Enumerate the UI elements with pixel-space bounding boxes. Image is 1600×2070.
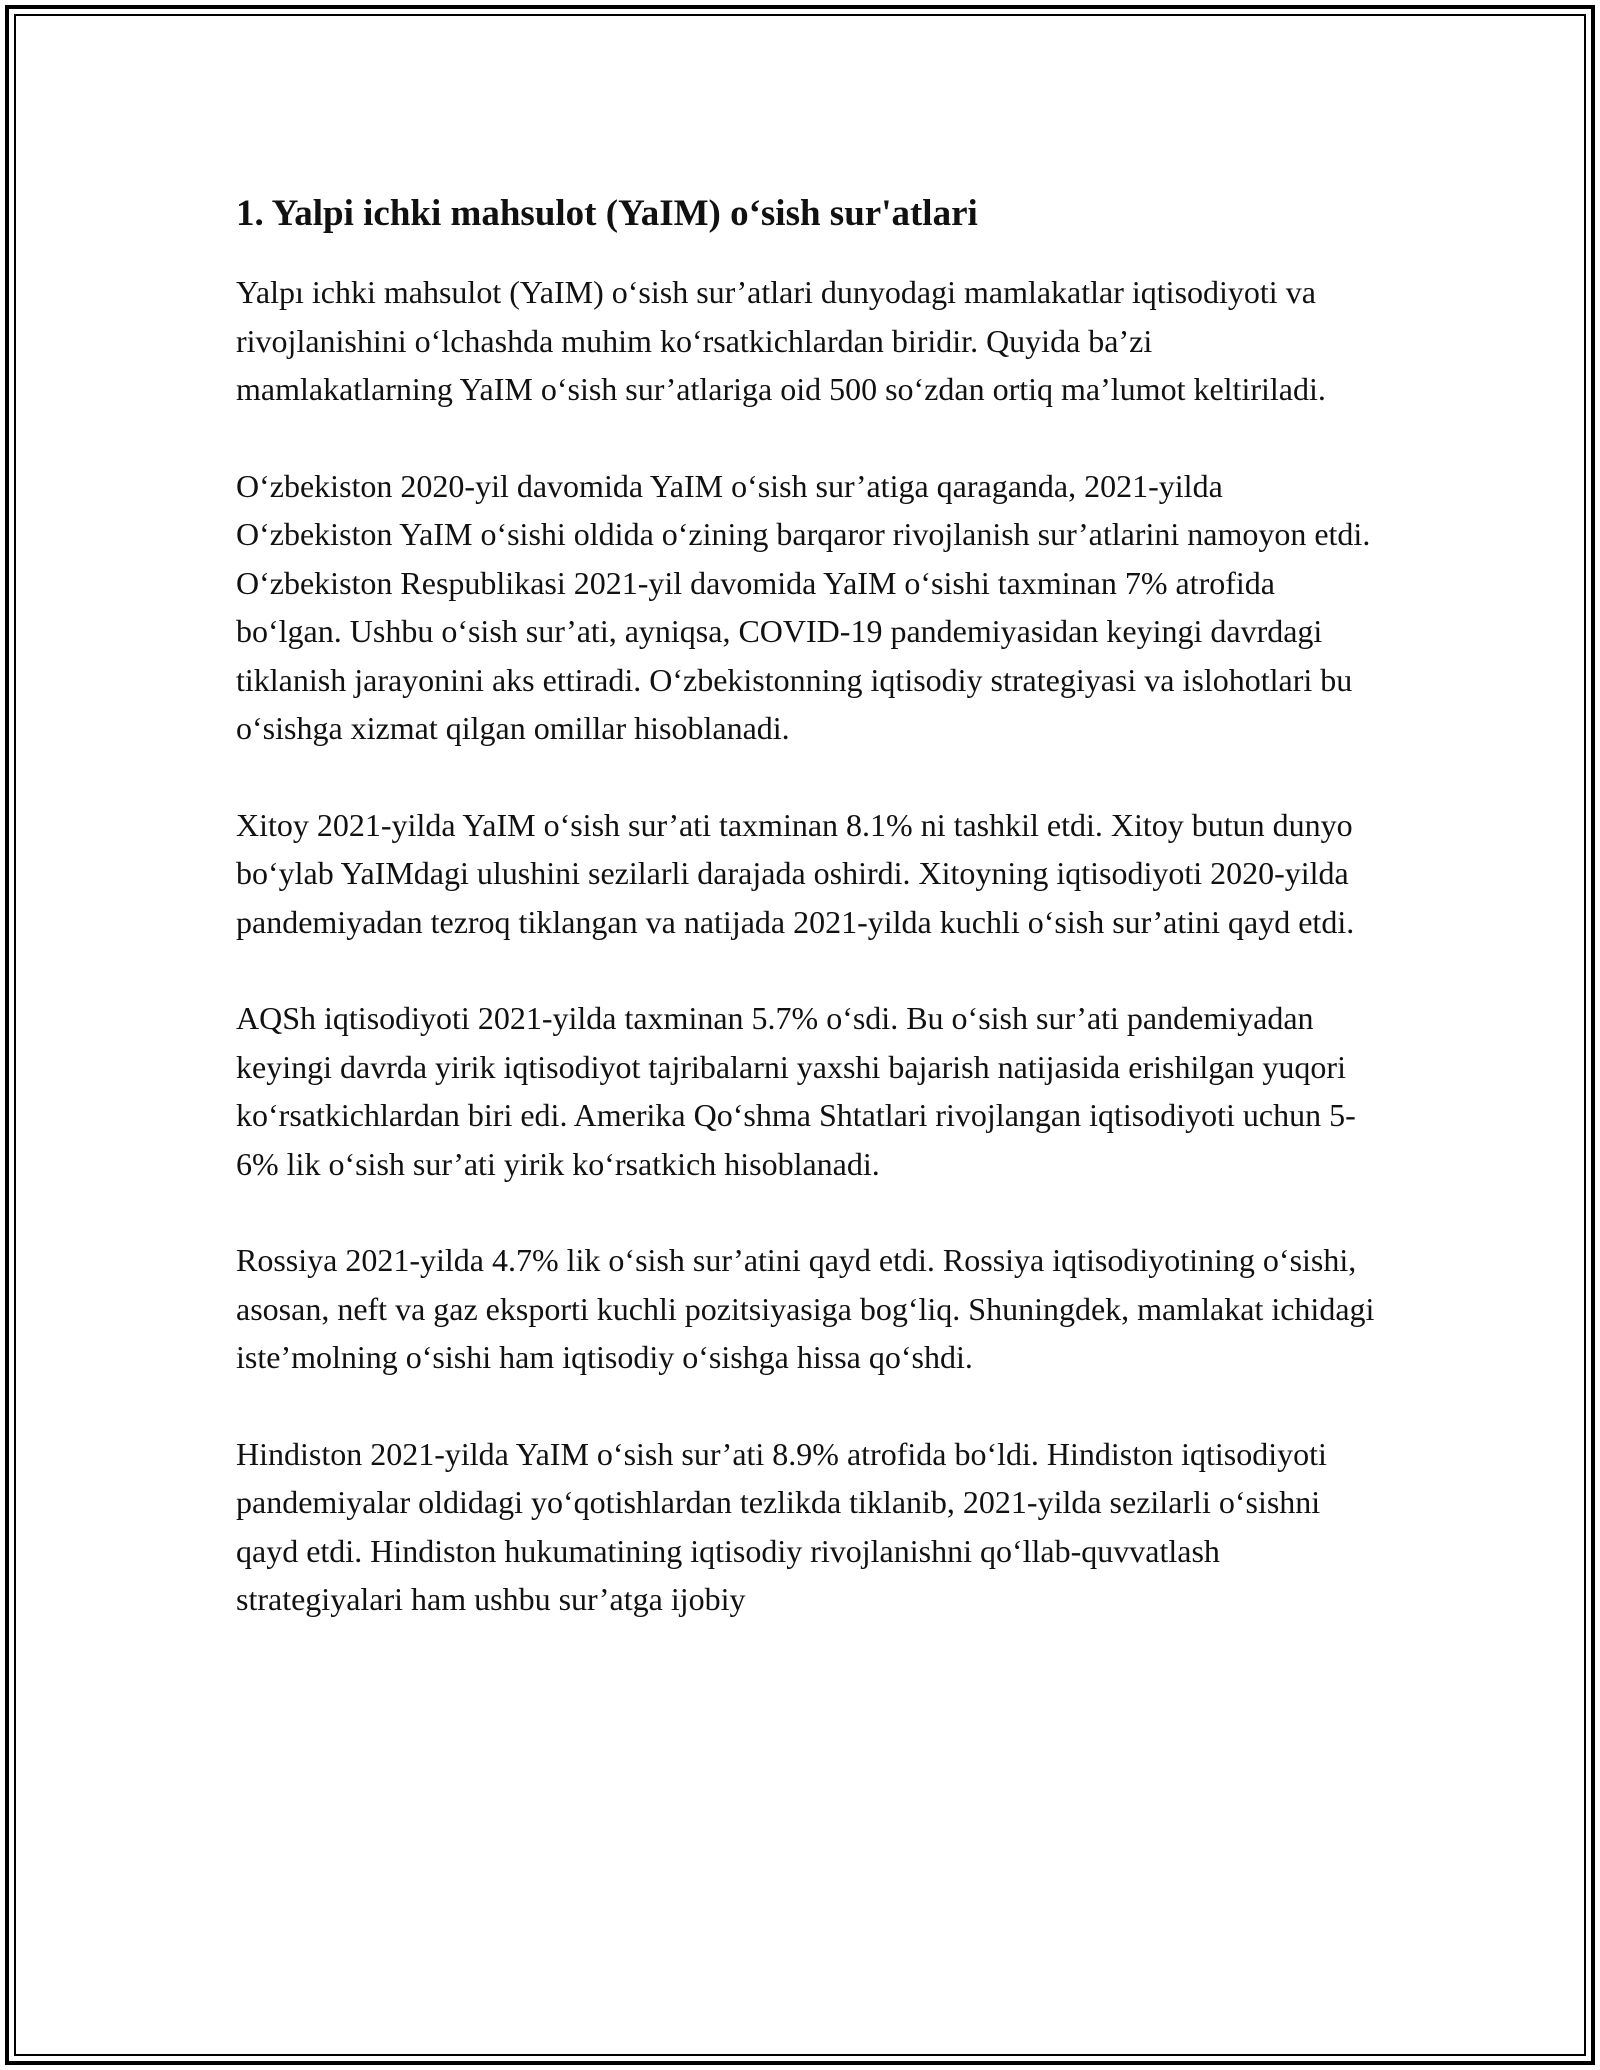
paragraph-russia: Rossiya 2021-yilda 4.7% lik o‘sish sur’atini qayd etdi. Rossiya iqtisodiyotining o‘sishi, asosan, neft va gaz eksporti kuchli pozitsiyasiga bog‘liq. Shuningdek, mamlakat ichidagi iste’molning o‘sishi ham iqtisodiy o‘sishga hissa qo‘shdi.	[236, 1242, 1375, 1375]
paragraph-china: Xitoy 2021-yilda YaIM o‘sish sur’ati taxminan 8.1% ni tashkil etdi. Xitoy butun dunyo bo‘ylab YaIMdagi ulushini sezilarli darajada oshirdi. Xitoyning iqtisodiyoti 2020-yilda pandemiyadan tezroq tiklangan va natijada 2021-yilda kuchli o‘sish sur’atini qayd etdi.	[236, 806, 1355, 940]
section-heading: 1. Yalpi ichki mahsulot (YaIM) o‘sish sur'atlari	[236, 193, 978, 234]
paragraph-usa: AQSh iqtisodiyoti 2021-yilda taxminan 5.7% o‘sdi. Bu o‘sish sur’ati pandemiyadan keyingi davrda yirik iqtisodiyot tajribalarni yaxshi bajarish natijasida erishilgan yuqori ko‘rsatkichlardan biri edi. Amerika Qo‘shma Shtatlari rivojlangan iqtisodiyoti uchun 5-6% lik o‘sish sur’ati yirik ko‘rsatkich hisoblanadi.	[236, 1000, 1356, 1182]
document-body	[236, 188, 1376, 1672]
paragraph-uzbekistan: O‘zbekiston 2020-yil davomida YaIM o‘sish sur’atiga qaraganda, 2021-yilda O‘zbekiston YaIM o‘sishi oldida o‘zining barqaror rivojlanish sur’atlarini namoyon etdi. O‘zbekiston Respublikasi 2021-yil davomida YaIM o‘sishi taxminan 7% atrofida bo‘lgan. Ushbu o‘sish sur’ati, ayniqsa, COVID-19 pandemiyasidan keyingi davrdagi tiklanish jarayonini aks ettiradi. O‘zbekistonning iqtisodiy strategiyasi va islohotlari bu o‘sishga xizmat qilgan omillar hisoblanadi.	[236, 467, 1371, 746]
paragraph-india: Hindiston 2021-yilda YaIM o‘sish sur’ati 8.9% atrofida bo‘ldi. Hindiston iqtisodiyoti pandemiyalar oldidagi yo‘qotishlardan tezlikda tiklanib, 2021-yilda sezilarli o‘sishni qayd etdi. Hindiston hukumatining iqtisodiy rivojlanishni qo‘llab-quvvatlash strategiyalari ham ushbu sur’atga ijobiy	[236, 1435, 1327, 1617]
paragraph-intro: Yalpı ichki mahsulot (YaIM) o‘sish sur’atlari dunyodagi mamlakatlar iqtisodiyoti va rivojlanishini o‘lchashda muhim ko‘rsatkichlardan biridir. Quyida ba’zi mamlakatlarning YaIM o‘sish sur’atlariga oid 500 so‘zdan ortiq ma’lumot keltiriladi.	[236, 274, 1326, 407]
